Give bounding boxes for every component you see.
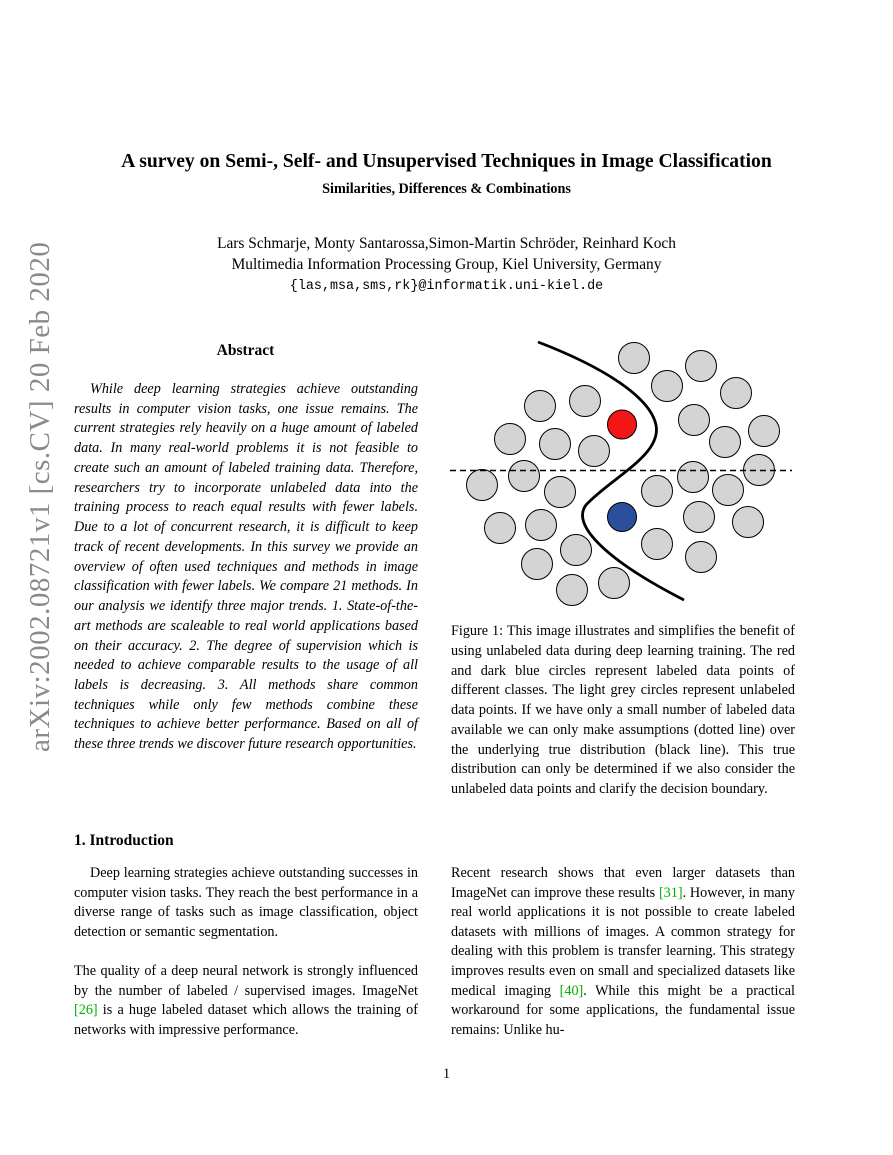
unlabeled-point xyxy=(579,436,610,467)
citation-26-link[interactable]: [26] xyxy=(74,1002,98,1019)
unlabeled-point xyxy=(485,513,516,544)
arxiv-side-stamp: arXiv:2002.08721v1 [cs.CV] 20 Feb 2020 xyxy=(24,241,56,752)
citation-40-link[interactable]: [40] xyxy=(559,982,584,999)
col2-text-b: . However, in many real world applications it is not possible to create labeled datasets with millions of images. A common strategy for dealing with this problem is transfer learning. This strategy improves results even on small and specialized datasets like medical imaging xyxy=(451,884,795,999)
unlabeled-point xyxy=(713,475,744,506)
unlabeled-point xyxy=(642,476,673,507)
intro-column-2-paragraph xyxy=(451,864,795,1040)
abstract-heading: Abstract xyxy=(216,342,275,359)
unlabeled-point xyxy=(495,424,526,455)
col2-text-c: . While this might be a practical workaround for some applications, the fundamental issue remains: Unlike hu- xyxy=(451,982,795,1038)
abstract-text: While deep learning strategies achieve outstanding results in computer vision tasks, one issue remains. The current strategies rely heavily on a huge amount of labeled data. In many real-world problems it is not feasible to create such an amount of labeled training data. Therefore, researchers try to incorporate unlabeled data into the training process to reach equal results with fewer labels. Due to a lot of concurrent research, it is difficult to keep track of recent developments. In this survey we provide an overview of often used techniques and methods in image classification with fewer labels. We compare 21 methods. In our analysis we identify three major trends. 1. State-of-the-art methods are scaleable to real world applications based on their accuracy. 2. The degree of supervision which is needed to achieve comparable results to the usage of all labels is decreasing. 3. All methods share common techniques while only few methods combine these techniques to achieve better performance. Based on all of these three trends we discover future research opportunities. xyxy=(74,381,418,753)
unlabeled-point xyxy=(522,549,553,580)
intro-p2-text-b: is a huge labeled dataset which allows the training of networks with impressive performance. xyxy=(74,1002,418,1038)
intro-paragraph-2 xyxy=(74,962,418,1040)
unlabeled-point xyxy=(545,477,576,508)
unlabeled-point xyxy=(619,343,650,374)
unlabeled-point xyxy=(467,470,498,501)
unlabeled-point xyxy=(679,405,710,436)
col2-text-a: Recent research shows that even larger datasets than ImageNet can improve these results xyxy=(451,865,795,901)
affiliation: Multimedia Information Processing Group, Kiel University, Germany xyxy=(231,256,662,273)
author-list: Lars Schmarje, Monty Santarossa,Simon-Martin Schröder, Reinhard Koch xyxy=(217,235,676,252)
citation-31-link[interactable]: [31] xyxy=(658,884,683,901)
unlabeled-point xyxy=(642,529,673,560)
paper-subtitle: Similarities, Differences & Combinations xyxy=(322,181,571,197)
unlabeled-point xyxy=(721,378,752,409)
author-email[interactable]: {las,msa,sms,rk}@informatik.uni-kiel.de xyxy=(289,279,604,294)
unlabeled-point xyxy=(686,542,717,573)
section-heading-introduction: 1. Introduction xyxy=(74,832,174,849)
unlabeled-point xyxy=(749,416,780,447)
labeled-point-blue xyxy=(608,503,637,532)
unlabeled-point xyxy=(599,568,630,599)
unlabeled-point xyxy=(557,575,588,606)
paper-title: A survey on Semi-, Self- and Unsupervised Techniques in Image Classification xyxy=(121,151,772,172)
unlabeled-point xyxy=(684,502,715,533)
page-number: 1 xyxy=(442,1066,451,1082)
unlabeled-point xyxy=(509,461,540,492)
unlabeled-point xyxy=(710,427,741,458)
unlabeled-point xyxy=(540,429,571,460)
figure-1-illustration xyxy=(436,330,806,610)
unlabeled-point xyxy=(526,510,557,541)
intro-paragraph-1: Deep learning strategies achieve outstanding successes in computer vision tasks. They reach the best performance in a diverse range of tasks such as image classification, object detection or semantic segmentation. xyxy=(74,865,418,940)
unlabeled-point xyxy=(744,455,775,486)
unlabeled-point xyxy=(561,535,592,566)
labeled-point-red xyxy=(608,410,637,439)
unlabeled-point xyxy=(686,351,717,382)
unlabeled-point xyxy=(570,386,601,417)
figure-1-caption: Figure 1: This image illustrates and simplifies the benefit of using unlabeled data during deep learning training. The red and dark blue circles represent labeled data points of different classes. The light grey circles represent unlabeled data points. If we have only a small number of labeled data available we can only make assumptions (dotted line) over the underlying true distribution (black line). This true distribution can only be determined if we also consider the unlabeled data points and clarify the decision boundary. xyxy=(451,623,795,797)
unlabeled-point xyxy=(733,507,764,538)
unlabeled-point xyxy=(678,462,709,493)
intro-p2-text-a: The quality of a deep neural network is strongly influenced by the number of labeled / supervised images. ImageNet xyxy=(74,963,418,999)
unlabeled-point xyxy=(525,391,556,422)
unlabeled-point xyxy=(652,371,683,402)
